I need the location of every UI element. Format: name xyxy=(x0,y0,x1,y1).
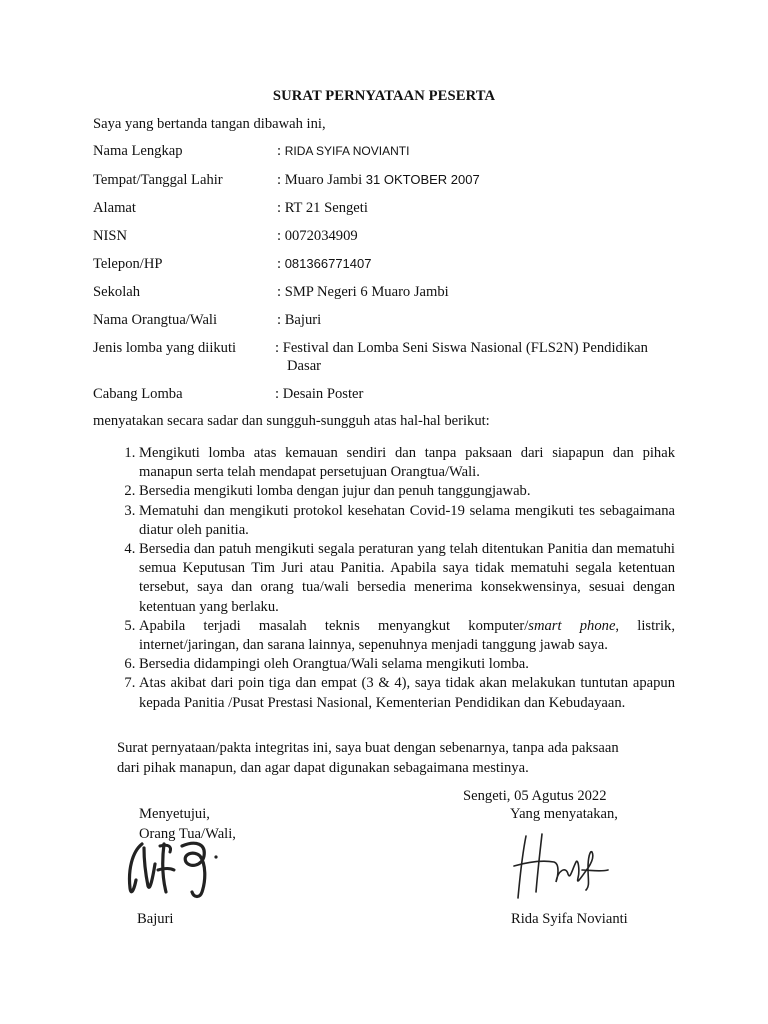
list-item: 7. Atas akibat dari poin tiga dan empat (3 & 4), saya tidak akan melakukan tuntutan apapun kepada Panitia /Pusat Prestasi Nasional, Kementerian Pendidikan dan Kebudayaan. xyxy=(139,674,675,712)
statement-list xyxy=(93,444,675,713)
list-item: 5. Apabila terjadi masalah teknis menyangkut komputer/smart phone, listrik, internet/jaringan, dan sarana lainnya, sepenuhnya menjadi tanggung jawab saya. xyxy=(139,617,675,655)
place-date: Sengeti, 05 Agutus 2022 xyxy=(463,788,607,804)
field-value-jenis-lomba-cont: Dasar xyxy=(287,358,322,374)
field-value-nama: : RIDA SYIFA NOVIANTI xyxy=(277,143,410,159)
list-item: 6. Bersedia didampingi oleh Orangtua/Wali selama mengikuti lomba. xyxy=(139,655,675,674)
field-value-orangtua: : Bajuri xyxy=(277,312,322,328)
list-item: 2. Bersedia mengikuti lomba dengan jujur dan penuh tanggungjawab. xyxy=(139,482,675,501)
field-label-cabang: Cabang Lomba xyxy=(93,386,183,402)
field-value-alamat: : RT 21 Sengeti xyxy=(277,200,368,216)
list-item: 4. Bersedia dan patuh mengikuti segala peraturan yang telah ditentukan Panitia dan mematuhi semua Keputusan Tim Juri atau Panitia. Apabila saya tidak mematuhi segala ketentuan tersebut, saya dan orang tua/wali bersedia menerima konsekwensinya, sesuai dengan ketentuan yang berlaku. xyxy=(139,540,675,617)
field-value-telepon: : 081366771407 xyxy=(277,256,372,272)
statement-text: menyatakan secara sadar dan sungguh-sungguh atas hal-hal berikut: xyxy=(93,413,490,429)
field-value-cabang: : Desain Poster xyxy=(275,386,364,402)
field-label-orangtua: Nama Orangtua/Wali xyxy=(93,312,218,328)
left-sig-line1: Menyetujui, xyxy=(139,806,210,822)
field-label-telepon: Telepon/HP xyxy=(93,256,163,272)
field-value-nisn: : 0072034909 xyxy=(277,228,358,244)
document-title: SURAT PERNYATAAN PESERTA xyxy=(272,88,496,104)
parent-signature xyxy=(120,830,230,910)
parent-name: Bajuri xyxy=(137,911,174,927)
field-value-sekolah: : SMP Negeri 6 Muaro Jambi xyxy=(277,284,449,300)
left-sig-line2: Orang Tua/Wali, xyxy=(139,826,236,842)
right-sig-line1: Yang menyatakan, xyxy=(510,806,618,822)
field-label-nisn: NISN xyxy=(93,228,128,244)
intro-text: Saya yang bertanda tangan dibawah ini, xyxy=(93,116,326,132)
field-label-nama: Nama Lengkap xyxy=(93,143,183,159)
field-label-jenis-lomba: Jenis lomba yang diikuti xyxy=(93,340,237,356)
list-item: 1. Mengikuti lomba atas kemauan sendiri dan tanpa paksaan dari siapapun dan pihak manapun serta telah mendapat persetujuan Orangtua/Wali. xyxy=(139,444,675,482)
closing-text: Surat pernyataan/pakta integritas ini, saya buat dengan sebenarnya, tanpa ada paksaan dari pihak manapun, dan agar dapat digunakan sebagaimana mestinya. xyxy=(117,740,619,776)
field-value-ttl: : Muaro Jambi 31 OKTOBER 2007 xyxy=(277,172,480,188)
field-value-jenis-lomba: : Festival dan Lomba Seni Siswa Nasional (FLS2N) Pendidikan xyxy=(275,340,648,356)
field-label-sekolah: Sekolah xyxy=(93,284,141,300)
participant-name: Rida Syifa Novianti xyxy=(511,911,628,927)
field-label-alamat: Alamat xyxy=(93,200,136,216)
participant-signature xyxy=(508,826,618,906)
list-item: 3. Mematuhi dan mengikuti protokol kesehatan Covid-19 selama mengikuti tes sebagaimana diatur oleh panitia. xyxy=(139,502,675,540)
field-label-ttl: Tempat/Tanggal Lahir xyxy=(93,172,223,188)
